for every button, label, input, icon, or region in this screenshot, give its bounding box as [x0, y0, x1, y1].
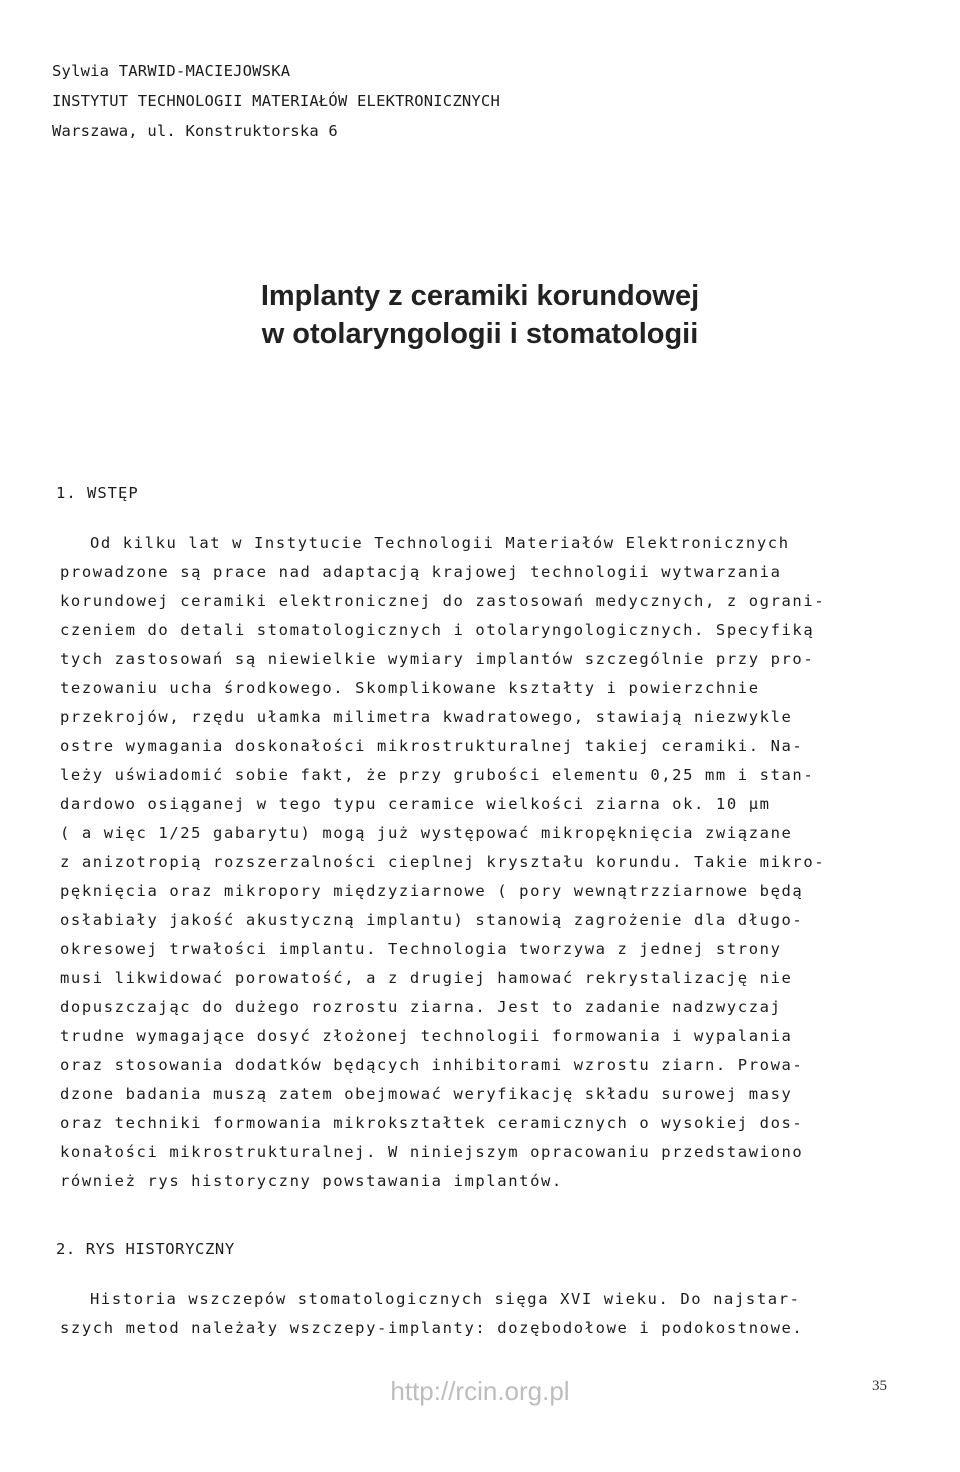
body-line: leży uświadomić sobie fakt, że przy grubości elementu 0,25 mm i stan- [60, 766, 815, 784]
body-line: konałości mikrostrukturalnej. W niniejszym opracowaniu przedstawiono [60, 1143, 804, 1161]
body-line: czeniem do detali stomatologicznych i otolaryngologicznych. Specyfiką [60, 621, 815, 639]
body-line: z anizotropią rozszerzalności cieplnej kryształu korundu. Takie mikro- [60, 853, 826, 871]
body-line: okresowej trwałości implantu. Technologia tworzywa z jednej strony [60, 940, 782, 958]
section-heading-introduction: 1. WSTĘP [56, 484, 139, 502]
body-line: przekrojów, rzędu ułamka milimetra kwadratowego, stawiają niezwykle [60, 708, 793, 726]
body-line: pęknięcia oraz mikropory międzyziarnowe ( pory wewnątrzziarnowe będą [60, 882, 804, 900]
section-heading-history: 2. RYS HISTORYCZNY [56, 1240, 235, 1258]
body-line: Historia wszczepów stomatologicznych sięga XVI wieku. Do najstar- [90, 1290, 801, 1308]
body-line: trudne wymagające dosyć złożonej technologii formowania i wypalania [60, 1027, 793, 1045]
author-name: Sylwia TARWID-MACIEJOWSKA [52, 62, 291, 80]
body-line: ( a więc 1/25 gabarytu) mogą już występować mikropęknięcia związane [60, 824, 793, 842]
page-number: 35 [872, 1378, 887, 1394]
institute-address: Warszawa, ul. Konstruktorska 6 [52, 122, 338, 140]
body-line: musi likwidować porowatość, a z drugiej hamować rekrystalizację nie [60, 969, 793, 987]
body-line: dardowo osiąganej w tego typu ceramice wielkości ziarna ok. 10 µm [60, 795, 771, 813]
source-url-watermark: http://rcin.org.pl [390, 1376, 570, 1406]
body-line: prowadzone są prace nad adaptacją krajowej technologii wytwarzania [60, 563, 782, 581]
institute-name: INSTYTUT TECHNOLOGII MATERIAŁÓW ELEKTRONICZNYCH [52, 92, 500, 110]
body-line: Od kilku lat w Instytucie Technologii Materiałów Elektronicznych [90, 534, 790, 552]
paper-title-line-2: w otolaryngologii i stomatologii [261, 318, 699, 350]
body-line: dopuszczając do dużego rozrostu ziarna. Jest to zadanie nadzwyczaj [60, 998, 782, 1016]
body-line: ostre wymagania doskonałości mikrostrukturalnej takiej ceramiki. Na- [60, 737, 804, 755]
body-line: korundowej ceramiki elektronicznej do zastosowań medycznych, z ograni- [60, 592, 826, 610]
body-line: oraz stosowania dodatków będących inhibitorami wzrostu ziarn. Prowa- [60, 1056, 804, 1074]
body-line: również rys historyczny powstawania implantów. [60, 1172, 563, 1190]
body-line: osłabiały jakość akustyczną implantu) stanowią zagrożenie dla długo- [60, 911, 804, 929]
body-line: oraz techniki formowania mikrokształtek ceramicznych o wysokiej dos- [60, 1114, 804, 1132]
body-line: dzone badania muszą zatem obejmować weryfikację składu surowej masy [60, 1085, 793, 1103]
body-line: szych metod należały wszczepy-implanty: dozębodołowe i podokostnowe. [60, 1319, 804, 1337]
body-line: tezowaniu ucha środkowego. Skomplikowane kształty i powierzchnie [60, 679, 760, 697]
body-line: tych zastosowań są niewielkie wymiary implantów szczególnie przy pro- [60, 650, 815, 668]
paper-title-line-1: Implanty z ceramiki korundowej [260, 280, 700, 312]
